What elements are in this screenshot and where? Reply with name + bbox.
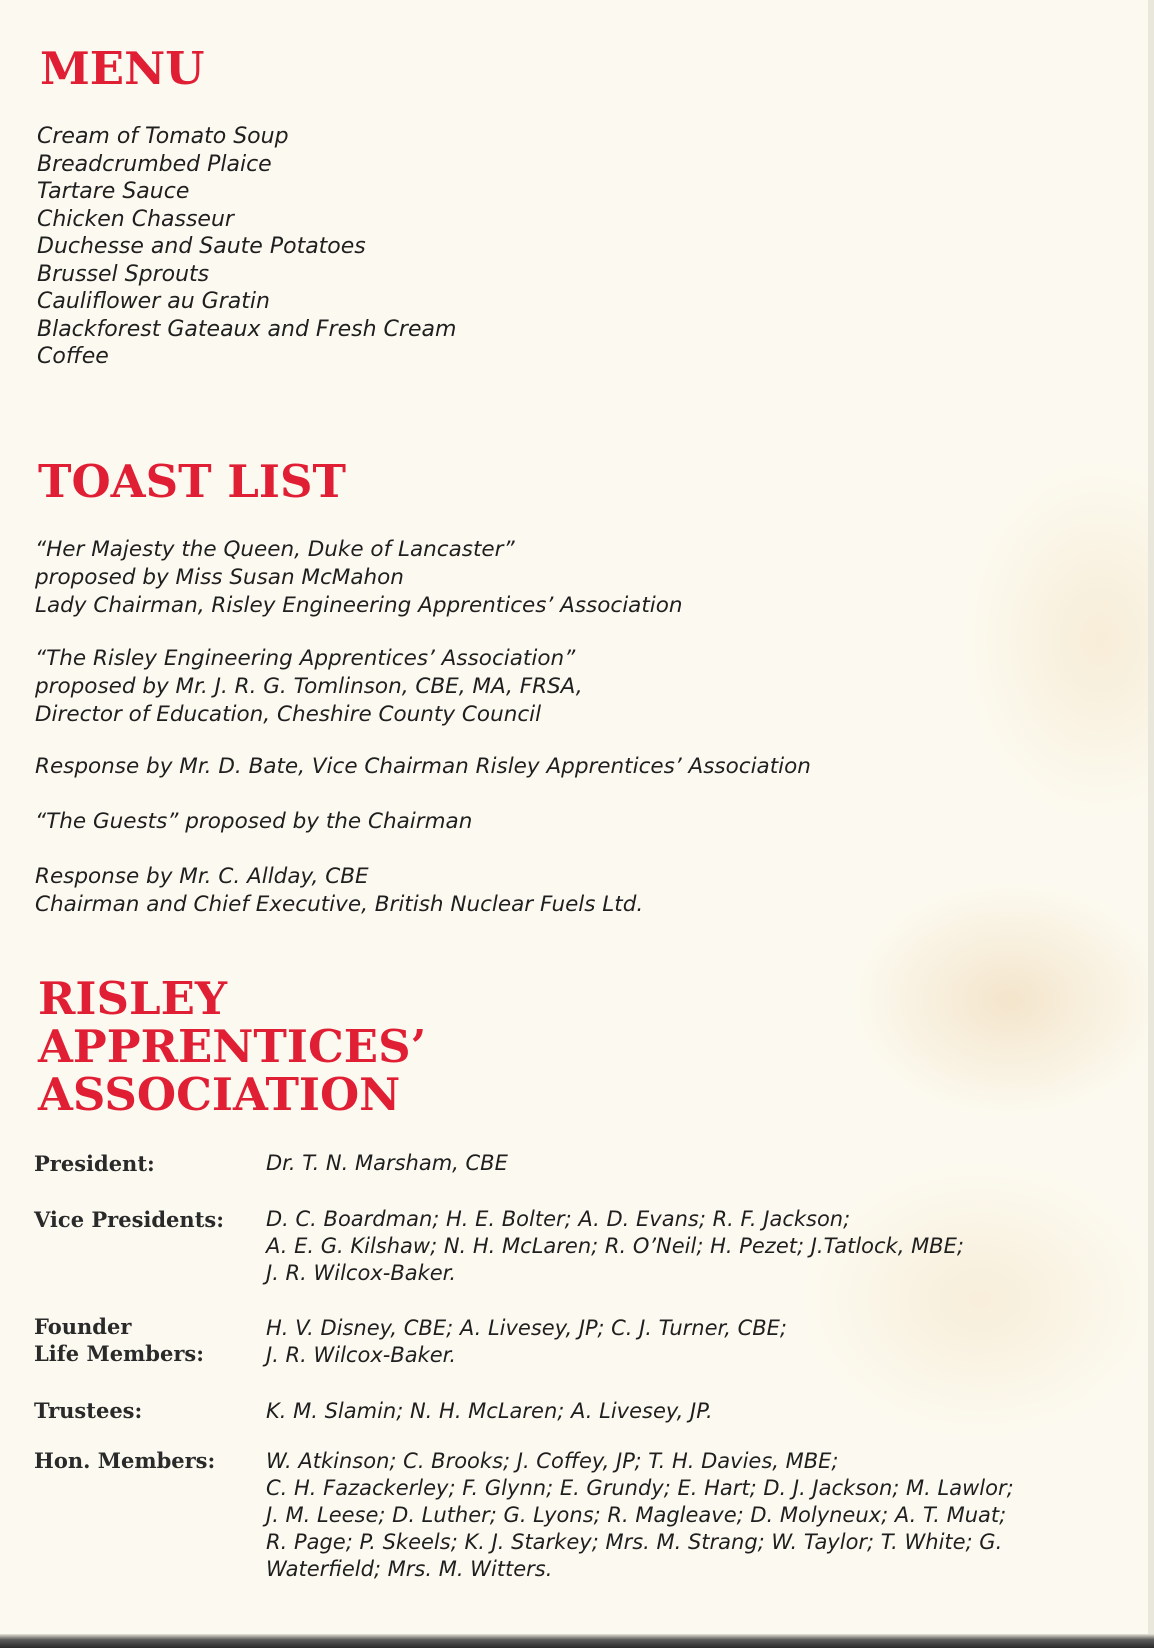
menu-item: Brussel Sprouts [37,261,210,287]
toast-line: Director of Education, Cheshire County Council [35,702,542,727]
value-line: J. M. Leese; D. Luther; G. Lyons; R. Magleave; D. Molyneux; A. T. Muat; [266,1503,1007,1527]
value-line: J. R. Wilcox-Baker. [266,1261,457,1285]
value-line: H. V. Disney, CBE; A. Livesey, JP; C. J. Turner, CBE; [266,1316,788,1340]
value-line: Dr. T. N. Marsham, CBE [266,1151,508,1175]
menu-item: Cream of Tomato Soup [37,124,289,149]
label-line: Vice Presidents: [34,1207,224,1232]
toast-line: “The Guests” proposed by the Chairman [35,809,473,834]
toast-line: Chairman and Chief Executive, British Nuclear Fuels Ltd. [35,892,644,917]
toast-line: proposed by Miss Susan McMahon [35,565,404,590]
value-line: D. C. Boardman; H. E. Bolter; A. D. Evans; R. F. Jackson; [266,1207,851,1231]
vice-presidents-label [34,1206,224,1233]
value-line: Waterfield; Mrs. M. Witters. [266,1557,553,1581]
president-label [34,1150,155,1177]
value-line: W. Atkinson; C. Brooks; J. Coffey, JP; T. H. Davies, MBE; [266,1449,839,1473]
association-heading-line: ASSOCIATION [38,1068,401,1121]
label-line: Founder [34,1314,132,1339]
menu-item: Tartare Sauce [37,179,190,204]
vice-presidents-value [266,1206,964,1287]
label-line: Life Members: [34,1341,204,1366]
president-value [266,1150,508,1177]
trustees-label [34,1397,142,1424]
value-line: R. Page; P. Skeels; K. J. Starkey; Mrs. M. Strang; W. Taylor; T. White; G. [266,1530,1003,1554]
label-line: Trustees: [34,1398,143,1423]
toast-line: proposed by Mr. J. R. G. Tomlinson, CBE, MA, FRSA, [35,674,583,699]
toast-entry [35,645,583,729]
toast-list-heading: TOAST LIST [38,455,346,508]
value-line: A. E. G. Kilshaw; N. H. McLaren; R. O’Neil; H. Pezet; J.Tatlock, MBE; [266,1234,964,1258]
toast-line: Lady Chairman, Risley Engineering Apprentices’ Association [35,593,683,618]
menu-item: Coffee [37,344,109,369]
toast-line: “The Risley Engineering Apprentices’ Association” [35,646,576,671]
toast-line: “Her Majesty the Queen, Duke of Lancaster” [35,537,515,562]
menu-heading: MENU [40,42,205,95]
label-line: Hon. Members: [34,1448,216,1473]
trustees-value [266,1398,713,1425]
toast-line: Response by Mr. C. Allday, CBE [35,864,369,889]
toast-entry [35,863,643,919]
menu-item: Breadcrumbed Plaice [37,151,272,177]
value-line: C. H. Fazackerley; F. Glynn; E. Grundy; E. Hart; D. J. Jackson; M. Lawlor; [266,1476,1014,1500]
toast-entry [35,536,683,620]
value-line: K. M. Slamin; N. H. McLaren; A. Livesey, JP. [266,1399,713,1423]
page-edge [1148,0,1154,1648]
hon-members-label [34,1447,215,1474]
scan-shadow [0,1634,1154,1648]
label-line: President: [34,1151,155,1176]
association-heading-line: APPRENTICES’ [38,1020,427,1073]
menu-item: Cauliflower au Gratin [37,289,270,314]
menu-item: Duchesse and Saute Potatoes [37,234,366,259]
toast-line: Response by Mr. D. Bate, Vice Chairman Risley Apprentices’ Association [35,754,811,779]
menu-item: Chicken Chasseur [37,206,234,232]
hon-members-value [266,1448,1014,1583]
founder-life-members-value [266,1315,787,1369]
association-heading [38,972,427,1121]
toast-entry [35,753,811,781]
value-line: J. R. Wilcox-Baker. [266,1343,457,1367]
founder-life-members-label [34,1313,204,1367]
menu-item: Blackforest Gateaux and Fresh Cream [37,316,457,342]
association-heading-line: RISLEY [38,972,228,1025]
menu-list [37,123,456,371]
toast-entry [35,808,472,836]
